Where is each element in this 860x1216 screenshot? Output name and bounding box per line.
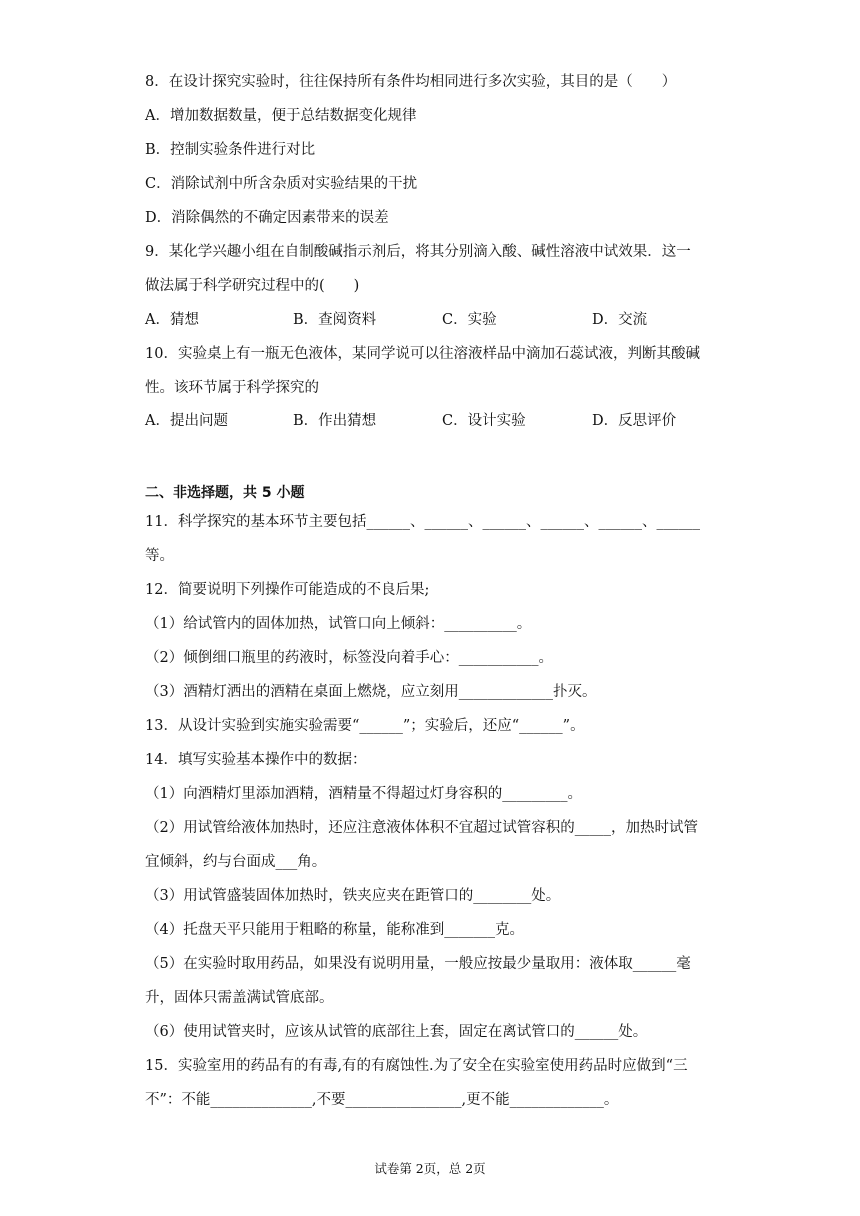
q12-stem: 12．简要说明下列操作可能造成的不良后果; bbox=[145, 582, 430, 598]
q8-option-a: A．增加数据数量，便于总结数据变化规律 bbox=[145, 108, 417, 124]
q14-stem: 14．填写实验基本操作中的数据： bbox=[145, 752, 367, 768]
q9-option-b: B．查阅资料 bbox=[293, 312, 377, 328]
q14-item-2-line1: （2）用试管给液体加热时，还应注意液体体积不宜超过试管容积的_____，加热时试管 bbox=[145, 820, 698, 836]
q12-item-3: （3）酒精灯洒出的酒精在桌面上燃烧，应立刻用_____________扑灭。 bbox=[145, 684, 597, 700]
q15-line1: 15．实验室用的药品有的有毒,有的有腐蚀性.为了安全在实验室使用药品时应做到“三 bbox=[145, 1058, 688, 1074]
q9-stem-line1: 9．某化学兴趣小组在自制酸碱指示剂后，将其分别滴入酸、碱性溶液中试效果．这一 bbox=[145, 244, 691, 260]
q10-stem-line2: 性。该环节属于科学探究的 bbox=[145, 380, 319, 396]
q8-option-b: B．控制实验条件进行对比 bbox=[145, 142, 316, 158]
q9-option-d: D．交流 bbox=[592, 312, 648, 328]
q9-option-a: A．猜想 bbox=[145, 312, 199, 328]
q14-item-5-line1: （5）在实验时取用药品，如果没有说明用量，一般应按最少量取用：液体取______毫 bbox=[145, 956, 691, 972]
q9-stem-line2: 做法属于科学研究过程中的( ) bbox=[145, 278, 360, 294]
q8-stem: 8．在设计探究实验时，往往保持所有条件均相同进行多次实验，其目的是（ ） bbox=[145, 74, 677, 90]
q10-option-c: C．设计实验 bbox=[442, 413, 526, 429]
q15-line2: 不”：不能______________,不要________________,更不能_____________。 bbox=[145, 1092, 619, 1108]
q10-stem-line1: 10．实验桌上有一瓶无色液体，某同学说可以往溶液样品中滴加石蕊试液，判断其酸碱 bbox=[145, 346, 700, 362]
q9-option-c: C．实验 bbox=[442, 312, 497, 328]
q14-item-2-line2: 宜倾斜，约与台面成___角。 bbox=[145, 854, 327, 870]
q14-item-3: （3）用试管盛装固体加热时，铁夹应夹在距管口的________处。 bbox=[145, 888, 561, 904]
q10-option-b: B．作出猜想 bbox=[293, 413, 377, 429]
q12-item-2: （2）倾倒细口瓶里的药液时，标签没向着手心：___________。 bbox=[145, 650, 553, 666]
q8-option-d: D．消除偶然的不确定因素带来的误差 bbox=[145, 210, 389, 226]
q14-item-4: （4）托盘天平只能用于粗略的称量，能称准到_______克。 bbox=[145, 922, 524, 938]
q10-option-a: A．提出问题 bbox=[145, 413, 228, 429]
page-footer: 试卷第 2页，总 2页 bbox=[374, 1161, 486, 1176]
q8-option-c: C．消除试剂中所含杂质对实验结果的干扰 bbox=[145, 176, 418, 192]
section-heading: 二、非选择题，共 5 小题 bbox=[145, 485, 305, 501]
q10-option-d: D．反思评价 bbox=[592, 413, 677, 429]
q13-text: 13．从设计实验到实施实验需要“______”；实验后，还应“______”。 bbox=[145, 718, 585, 734]
q14-item-5-line2: 升，固体只需盖满试管底部。 bbox=[145, 990, 334, 1006]
q14-item-1: （1）向酒精灯里添加酒精，酒精量不得超过灯身容积的_________。 bbox=[145, 786, 582, 802]
q12-item-1: （1）给试管内的固体加热，试管口向上倾斜：__________。 bbox=[145, 616, 532, 632]
q11-line1: 11．科学探究的基本环节主要包括______、______、______、______、______、______ bbox=[145, 514, 700, 530]
q11-line2: 等。 bbox=[145, 548, 174, 564]
q14-item-6: （6）使用试管夹时，应该从试管的底部往上套，固定在离试管口的______处。 bbox=[145, 1024, 648, 1040]
